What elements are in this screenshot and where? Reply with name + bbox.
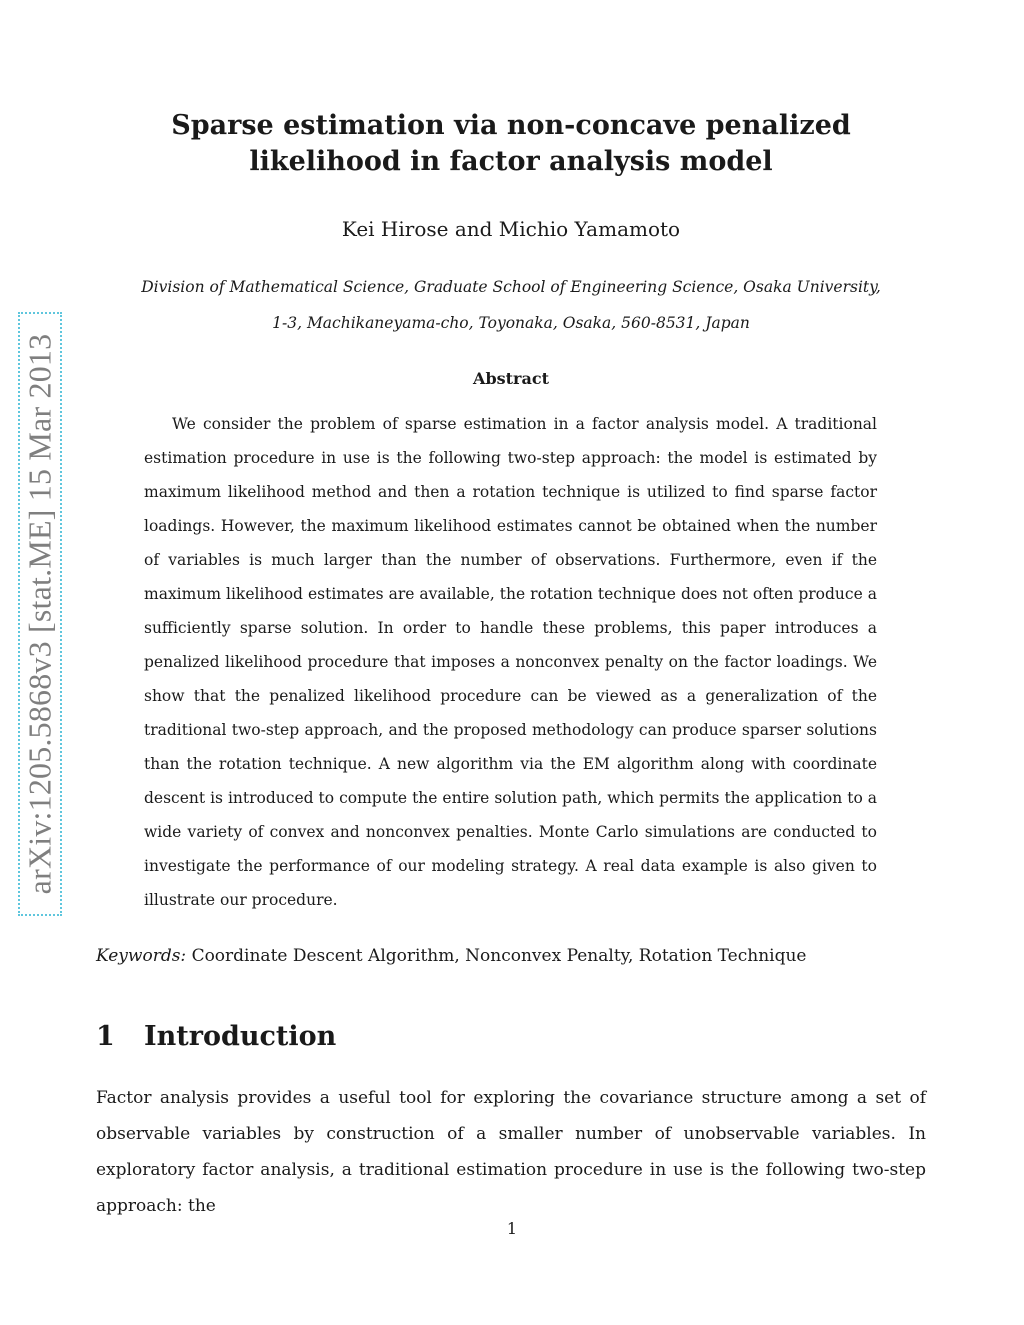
affiliation-line-1: Division of Mathematical Science, Graduate School of Engineering Science, Osaka University, (141, 278, 881, 296)
affiliation-line-2: 1-3, Machikaneyama-cho, Toyonaka, Osaka, 560-8531, Japan (272, 314, 750, 332)
authors: Kei Hirose and Michio Yamamoto (341, 217, 681, 241)
keywords (96, 942, 926, 970)
section-heading (96, 1018, 336, 1056)
abstract-heading: Abstract (473, 369, 549, 388)
page-number: 1 (506, 1219, 518, 1238)
keywords-text: Coordinate Descent Algorithm, Nonconvex Penalty, Rotation Technique (191, 946, 807, 966)
section-number: 1 (96, 1021, 115, 1052)
paper-title: Sparse estimation via non-concave penalized likelihood in factor analysis model (171, 110, 851, 177)
keywords-label: Keywords: (96, 946, 187, 966)
abstract-text: We consider the problem of sparse estimation in a factor analysis model. A traditional estimation procedure in use is the following two-step approach: the model is estimated by maximum likelihood method and then a rotation technique is utilized to find sparse factor loadings. However, the maximum likelihood estimates cannot be obtained when the number of variables is much larger than the number of observations. Furthermore, even if the maximum likelihood estimates are available, the rotation technique does not often produce a sufficiently sparse solution. In order to handle these problems, this paper introduces a penalized likelihood procedure that imposes a nonconvex penalty on the factor loadings. We show that the penalized likelihood procedure can be viewed as a generalization of the traditional two-step approach, and the proposed methodology can produce sparser solutions than the rotation technique. A new algorithm via the EM algorithm along with coordinate descent is introduced to compute the entire solution path, which permits the application to a wide variety of convex and nonconvex penalties. Monte Carlo simulations are conducted to investigate the performance of our modeling strategy. A real data example is also given to illustrate our procedure. (144, 415, 877, 909)
arxiv-stamp (18, 312, 62, 916)
arxiv-stamp-text: arXiv:1205.5868v3 [stat.ME] 15 Mar 2013 (21, 333, 58, 895)
introduction-text: Factor analysis provides a useful tool for exploring the covariance structure among a set of observable variables by construction of a smaller number of unobservable variables. In exploratory factor analysis, a traditional estimation procedure in use is the following two-step approach: the (96, 1088, 926, 1216)
section-title: Introduction (144, 1021, 337, 1052)
